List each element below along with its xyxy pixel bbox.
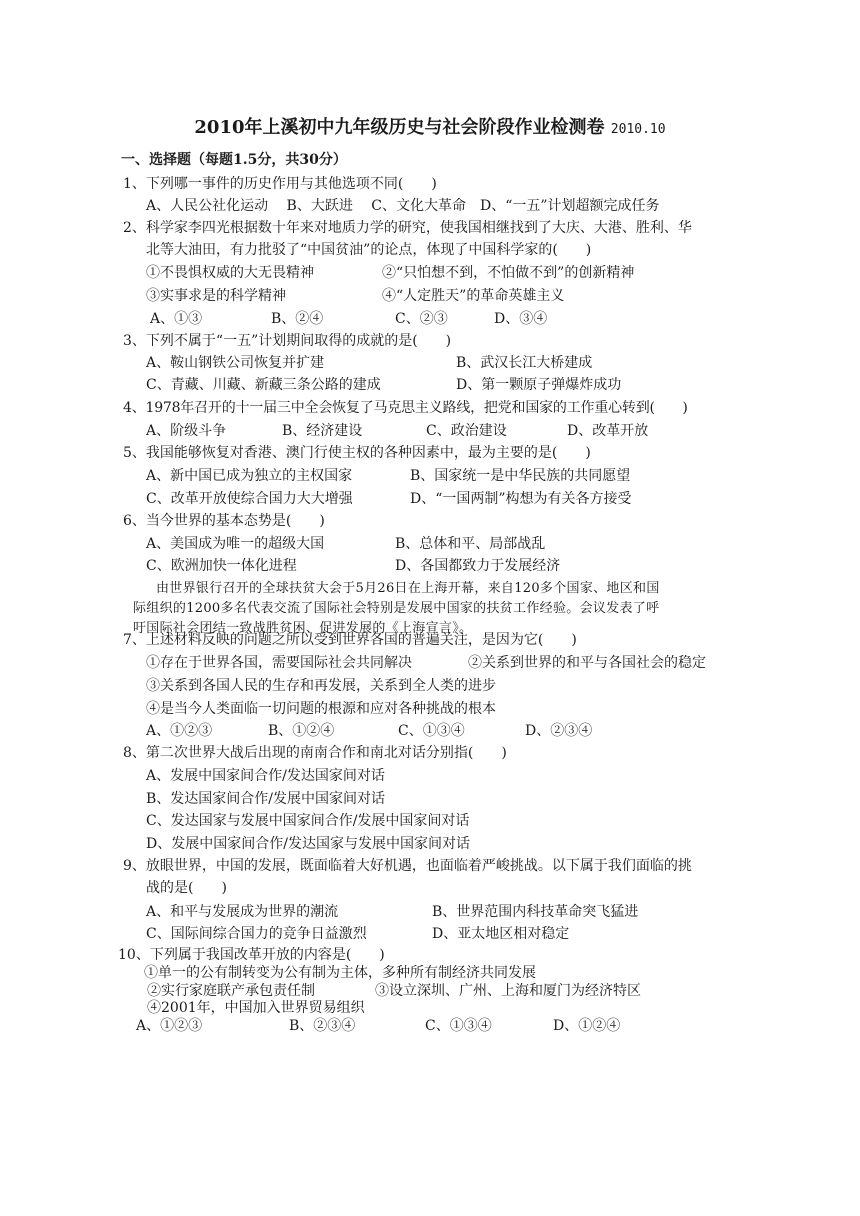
question-8: 8、第二次世界大战后出现的南南合作和南北对话分别指( ) [123, 745, 507, 761]
q6-option-d: D、各国都致力于发展经济 [395, 558, 561, 574]
q2-item-4: ④“人定胜天”的革命英雄主义 [382, 288, 565, 304]
question-1: 1、下列哪一事件的历史作用与其他选项不同( ) [123, 176, 437, 192]
q2-option-b: B、②④ [271, 311, 324, 327]
q5-option-c: C、改革开放使综合国力大大增强 [146, 491, 353, 507]
question-5: 5、我国能够恢复对香港、澳门行使主权的各种因素中，最为主要的是( ) [123, 445, 591, 461]
material-line-3: 吁国际社会团结一致战胜贫困、促进发展的《上海宣言》。 [133, 621, 473, 636]
title-date: 2010.10 [610, 122, 666, 137]
q8-option-d: D、发展中国家间合作/发达国家与发展中国家间对话 [146, 836, 470, 852]
q7-item-2: ②关系到世界的和平与各国社会的稳定 [468, 655, 706, 671]
question-6: 6、当今世界的基本态势是( ) [123, 513, 325, 529]
q10-option-a: A、①②③ [136, 1018, 203, 1034]
q2-option-c: C、②③ [395, 311, 448, 327]
question-1-options: A、人民公社化运动 B、大跃进 C、文化大革命 D、“一五”计划超额完成任务 [146, 198, 660, 214]
q10-option-d: D、①②④ [553, 1018, 621, 1034]
q10-option-b: B、②③④ [289, 1018, 356, 1034]
title-text: 2010年上溪初中九年级历史与社会阶段作业检测卷 [194, 117, 605, 138]
q9-option-a: A、和平与发展成为世界的潮流 [146, 904, 339, 920]
q4-option-b: B、经济建设 [282, 423, 363, 439]
q2-item-3: ③实事求是的科学精神 [146, 288, 286, 304]
q5-option-d: D、“一国两制”构想为有关各方接受 [410, 491, 632, 507]
q7-option-c: C、①③④ [398, 723, 465, 739]
question-2: 2、科学家李四光根据数十年来对地质力学的研究，使我国相继找到了大庆、大港、胜利、华 [123, 220, 692, 236]
q10-option-c: C、①③④ [425, 1018, 492, 1034]
q9-option-d: D、亚太地区相对稳定 [432, 926, 570, 942]
question-9-cont: 战的是( ) [146, 880, 227, 896]
q10-item-2: ②实行家庭联产承包责任制 [147, 983, 315, 999]
material-line-2: 际组织的1200多名代表交流了国际社会特别是发展中国家的扶贫工作经验。会议发表了呼 [133, 601, 660, 616]
q5-option-a: A、新中国已成为独立的主权国家 [146, 468, 353, 484]
q3-option-d: D、第一颗原子弹爆炸成功 [456, 377, 622, 393]
q6-option-a: A、美国成为唯一的超级大国 [146, 536, 325, 552]
material-line-1: 由世界银行召开的全球扶贫大会于5月26日在上海开幕，来自120多个国家、地区和国 [156, 581, 660, 596]
question-9: 9、放眼世界，中国的发展，既面临着大好机遇，也面临着严峻挑战。以下属于我们面临的挑 [123, 858, 692, 874]
q10-item-1: ①单一的公有制转变为公有制为主体，多种所有制经济共同发展 [144, 965, 536, 981]
q8-option-c: C、发达国家与发展中国家间合作/发展中国家间对话 [146, 813, 470, 829]
q2-item-2: ②“只怕想不到，不怕做不到”的创新精神 [382, 265, 635, 281]
question-7: 7、上述材料反映的问题之所以受到世界各国的普遍关注，是因为它( ) [123, 632, 577, 648]
q6-option-b: B、总体和平、局部战乱 [395, 536, 546, 552]
question-2-cont: 北等大油田，有力批驳了“中国贫油”的论点，体现了中国科学家的( ) [146, 242, 592, 258]
q3-option-a: A、鞍山钢铁公司恢复并扩建 [146, 355, 325, 371]
q2-item-1: ①不畏惧权威的大无畏精神 [146, 265, 314, 281]
q7-option-a: A、①②③ [146, 723, 213, 739]
section-heading: 一、选择题（每题1.5分，共30分） [121, 152, 347, 168]
question-3: 3、下列不属于“一五”计划期间取得的成就的是( ) [123, 333, 452, 349]
q7-item-1: ①存在于世界各国，需要国际社会共同解决 [146, 655, 412, 671]
q3-option-b: B、武汉长江大桥建成 [456, 355, 593, 371]
q4-option-a: A、阶级斗争 [146, 423, 227, 439]
question-4: 4、1978年召开的十一届三中全会恢复了马克思主义路线，把党和国家的工作重心转到( ) [123, 400, 688, 416]
q7-item-3: ③关系到各国人民的生存和再发展，关系到全人类的进步 [146, 678, 496, 694]
q8-option-b: B、发达国家间合作/发展中国家间对话 [146, 791, 386, 807]
q2-option-d: D、③④ [494, 311, 548, 327]
q7-item-4: ④是当今人类面临一切问题的根源和应对各种挑战的根本 [146, 701, 496, 717]
q2-option-a: A、①③ [150, 311, 203, 327]
q4-option-d: D、改革开放 [567, 423, 649, 439]
page-title [0, 116, 860, 142]
q6-option-c: C、欧洲加快一体化进程 [146, 558, 297, 574]
q8-option-a: A、发展中国家间合作/发达国家间对话 [146, 768, 385, 784]
q5-option-b: B、国家统一是中华民族的共同愿望 [410, 468, 631, 484]
q7-option-d: D、②③④ [525, 723, 593, 739]
q7-option-b: B、①②④ [268, 723, 335, 739]
q10-item-3: ③设立深圳、广州、上海和厦门为经济特区 [375, 983, 641, 999]
q9-option-c: C、国际间综合国力的竞争日益激烈 [146, 926, 367, 942]
q4-option-c: C、政治建设 [426, 423, 507, 439]
question-10: 10、下列属于我国改革开放的内容是( ) [118, 947, 385, 963]
q10-item-4: ④2001年，中国加入世界贸易组织 [147, 1000, 365, 1016]
q9-option-b: B、世界范围内科技革命突飞猛进 [432, 904, 639, 920]
q3-option-c: C、青藏、川藏、新藏三条公路的建成 [146, 377, 381, 393]
